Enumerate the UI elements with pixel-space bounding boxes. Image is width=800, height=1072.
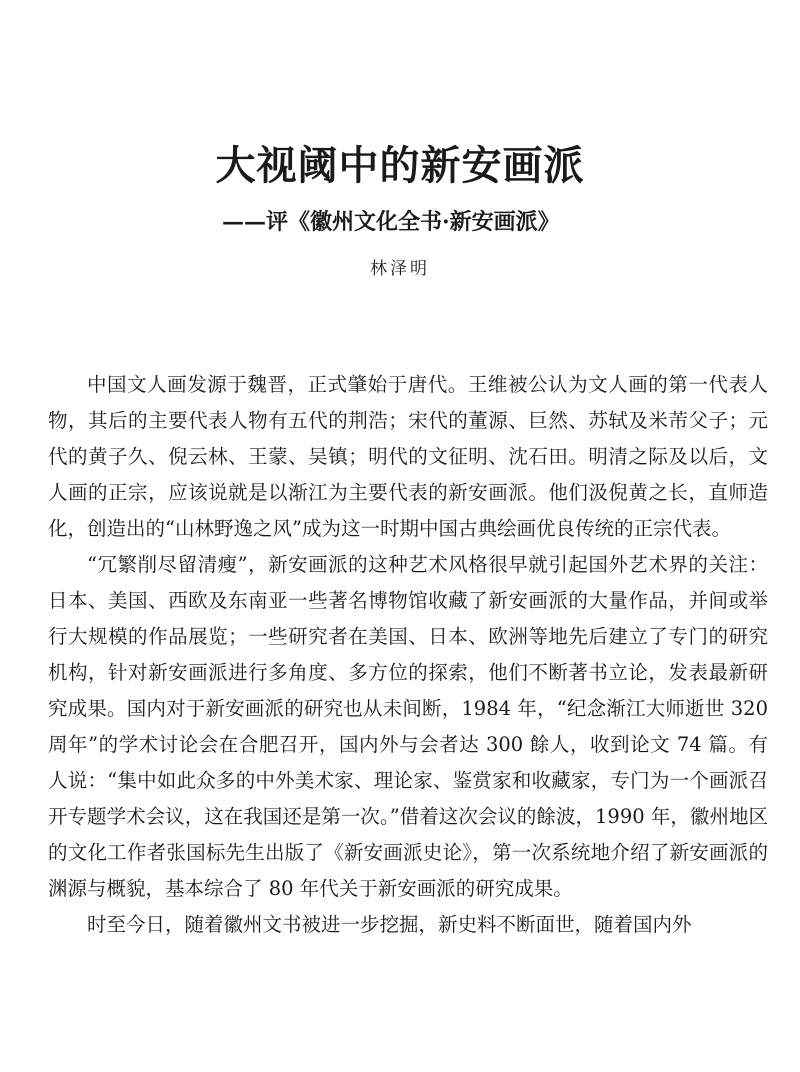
paragraph-2: “冗繁削尽留清瘦”，新安画派的这种艺术风格很早就引起国外艺术界的关注：日本、美国、西欧及东南亚一些著名博物馆收藏了新安画派的大量作品，并间或举行大规模的作品展览；一些研究者在美国、日本、欧洲等地先后建立了专门的研究机构，针对新安画派进行多角度、多方位的探索，他们不断著书立论，发表最新研究成果。国内对于新安画派的研究也从未间断，1984 年，“纪念渐江大师逝世 320 周年”的学术讨论会在合肥召开，国内外与会者达 300 餘人，收到论文 74 篇。有人说：“集中如此众多的中外美术家、理论家、鉴赏家和收藏家，专门为一个画派召开专题学术会议，这在我国还是第一次。”借着这次会议的餘波，1990 年，徽州地区的文化工作者张国标先生出版了《新安画派史论》，第一次系统地介绍了新安画派的渊源与概貌，基本综合了 80 年代关于新安画派的研究成果。 (48, 553, 768, 900)
paragraph-1: 中国文人画发源于魏晋，正式肇始于唐代。王维被公认为文人画的第一代表人物，其后的主要代表人物有五代的荆浩；宋代的董源、巨然、苏轼及米芾父子；元代的黄子久、倪云林、王蒙、吴镇；明代的文征明、沈石田。明清之际及以后，文人画的正宗，应该说就是以渐江为主要代表的新安画派。他们汲倪黄之长，直师造化，创造出的“山林野逸之风”成为这一时期中国古典绘画优良传统的正宗代表。 (48, 373, 768, 540)
article-subtitle: ——评《徽州文化全书·新安画派》 (222, 209, 560, 235)
article-author: 林泽明 (370, 259, 430, 279)
paragraph-3: 时至今日，随着徽州文书被进一步挖掘，新史料不断面世，随着国内外 (87, 913, 692, 936)
article-body (48, 367, 768, 943)
article-title: 大视阈中的新安画派 (215, 142, 585, 189)
